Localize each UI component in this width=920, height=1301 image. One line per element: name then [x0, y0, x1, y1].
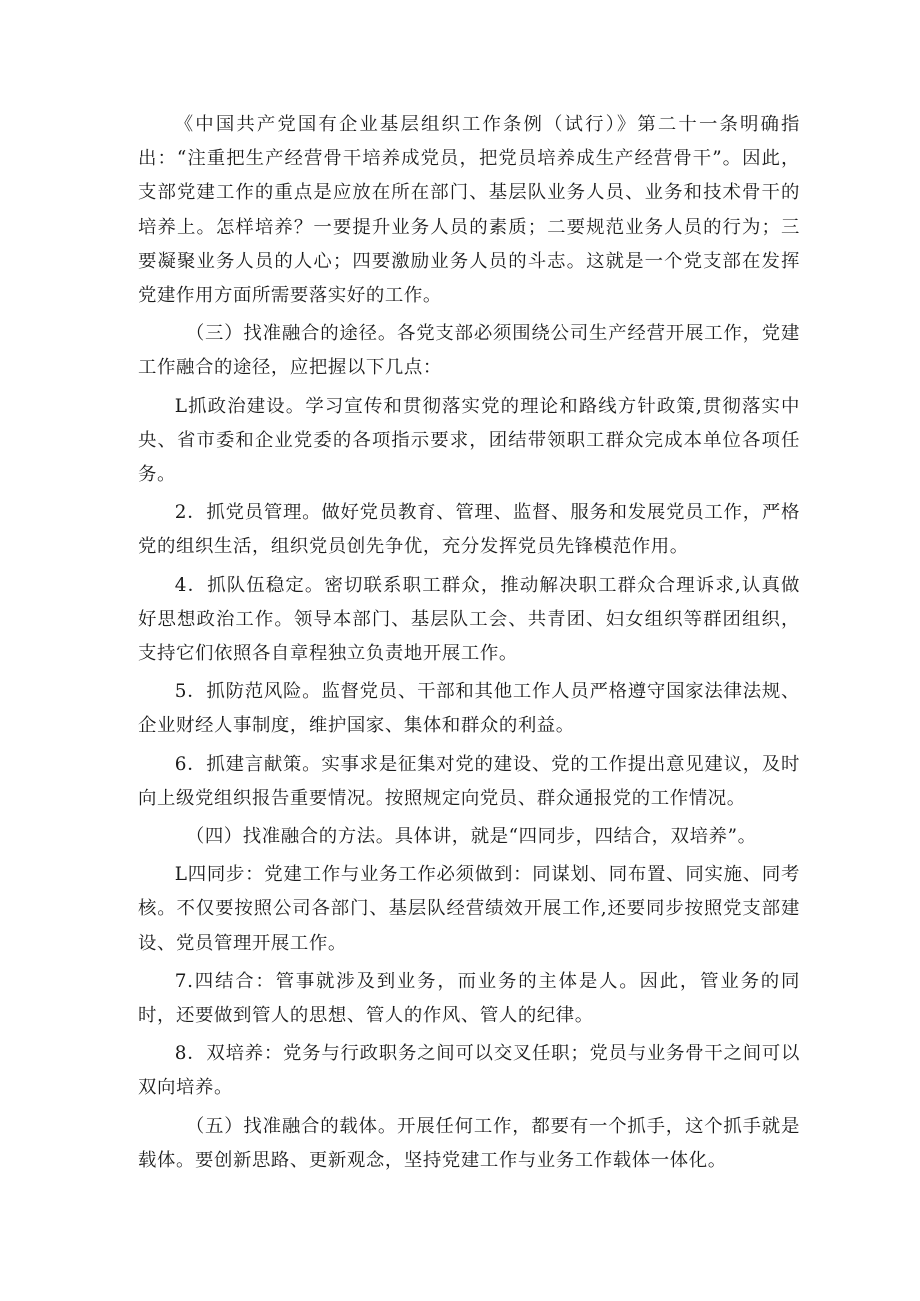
- paragraph-article-21: 《中国共产党国有企业基层组织工作条例（试行）》第二十一条明确指出：“注重把生产经营骨干培养成党员，把党员培养成生产经营骨干”。因此，支部党建工作的重点是应放在所在部门、基层队业务人员、业务和技术骨干的培养上。怎样培养？一要提升业务人员的素质；二要规范业务人员的行为；三要凝聚业务人员的人心；四要激励业务人员的斗志。这就是一个党支部在发挥党建作用方面所需要落实好的工作。: [138, 114, 800, 307]
- paragraph-item-advice: 6．抓建言献策。实事求是征集对党的建设、党的工作提出意见建议，及时向上级党组织报告重要情况。按照规定向党员、群众通报党的工作情况。: [138, 753, 800, 809]
- paragraph-item-dual-training: 8．双培养：党务与行政职务之间可以交叉任职；党员与业务骨干之间可以双向培养。: [138, 1043, 800, 1099]
- paragraph-item-members: 2．抓党员管理。做好党员教育、管理、监督、服务和发展党员工作，严格党的组织生活，组织党员创先争优，充分发挥党员先锋模范作用。: [138, 502, 800, 558]
- paragraph-section-5: （五）找准融合的载体。开展任何工作，都要有一个抓手，这个抓手就是载体。要创新思路、更新观念，坚持党建工作与业务工作载体一体化。: [138, 1115, 800, 1171]
- paragraph-item-risk: 5．抓防范风险。监督党员、干部和其他工作人员严格遵守国家法律法规、企业财经人事制度，维护国家、集体和群众的利益。: [138, 681, 800, 737]
- paragraph-item-stability: 4．抓队伍稳定。密切联系职工群众，推动解决职工群众合理诉求,认真做好思想政治工作。领导本部门、基层队工会、共青团、妇女组织等群团组织，支持它们依照各自章程独立负责地开展工作。: [138, 574, 800, 665]
- paragraph-section-3: （三）找准融合的途径。各党支部必须围绕公司生产经营开展工作，党建工作融合的途径，应把握以下几点：: [138, 323, 800, 379]
- paragraph-item-four-sync: L四同步：党建工作与业务工作必须做到：同谋划、同布置、同实施、同考核。不仅要按照公司各部门、基层队经营绩效开展工作,还要同步按照党支部建设、党员管理开展工作。: [138, 864, 800, 954]
- paragraph-item-four-combine: 7.四结合：管事就涉及到业务，而业务的主体是人。因此，管业务的同时，还要做到管人的思想、管人的作风、管人的纪律。: [138, 970, 800, 1027]
- paragraph-item-political: L抓政治建设。学习宣传和贯彻落实党的理论和路线方针政策,贯彻落实中央、省市委和企业党委的各项指示要求，团结带领职工群众完成本单位各项任务。: [138, 395, 800, 486]
- paragraph-section-4: （四）找准融合的方法。具体讲，就是“四同步，四结合，双培养”。: [185, 826, 757, 848]
- document-body: [138, 108, 800, 1182]
